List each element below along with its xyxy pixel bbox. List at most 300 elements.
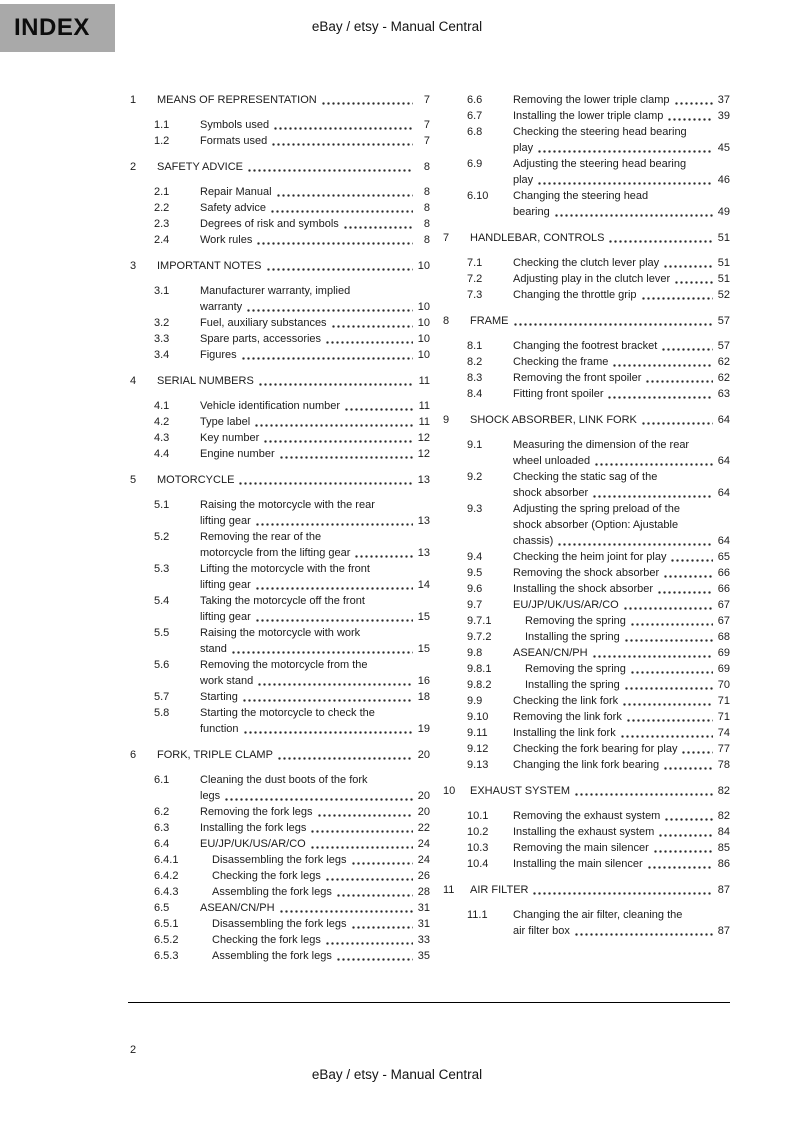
toc-entry-number: 2 — [130, 161, 137, 173]
toc-entry-number: 10.3 — [467, 842, 489, 854]
toc-entry-page: 51 — [717, 257, 730, 269]
toc-entry-number: 9.5 — [467, 567, 483, 579]
toc-entry-title-line: Manufacturer warranty, implied — [200, 285, 351, 297]
toc-entry-page: 67 — [717, 599, 730, 611]
toc-entry-title-line: IMPORTANT NOTES — [157, 260, 262, 272]
toc-entry-number: 9.10 — [467, 711, 489, 723]
toc-entry-page: 74 — [717, 727, 730, 739]
toc-entry-number: 10.1 — [467, 810, 489, 822]
toc-entry-number: 6.4 — [154, 838, 170, 850]
toc-entry — [130, 900, 430, 916]
toc-entry-number: 9.3 — [467, 503, 483, 515]
toc-entry-title-line: Symbols used — [200, 119, 270, 131]
toc-entry-title-line: Installing the spring — [525, 679, 620, 691]
toc-entry-page: 8 — [423, 161, 430, 173]
toc-entry-title-line: Fitting front spoiler — [513, 388, 604, 400]
toc-entry-page: 12 — [417, 432, 430, 444]
toc-entry-page: 31 — [417, 902, 430, 914]
toc-entry-page: 13 — [417, 547, 430, 559]
leader-dots — [661, 338, 713, 351]
toc-entry-title-line: lifting gear — [200, 515, 251, 527]
header-title: eBay / etsy - Manual Central — [311, 19, 483, 34]
leader-dots — [608, 230, 713, 243]
toc-entry-number: 9.2 — [467, 471, 483, 483]
toc-entry-title-line: Fuel, auxiliary substances — [200, 317, 327, 329]
leader-dots — [224, 788, 413, 801]
toc-entry-title-line: Adjusting the spring preload of the — [513, 503, 680, 515]
toc-entry-title-line: Checking the steering head bearing — [513, 126, 687, 138]
toc-entry-number: 6.5.1 — [154, 918, 179, 930]
toc-entry-page: 7 — [423, 94, 430, 106]
leader-dots — [325, 331, 413, 344]
toc-entry-number: 5.8 — [154, 707, 170, 719]
toc-entry-number: 6.1 — [154, 774, 170, 786]
toc-entry-page: 8 — [423, 218, 430, 230]
toc-entry-page: 20 — [417, 806, 430, 818]
toc-entry — [443, 882, 730, 898]
toc-entry-page: 65 — [717, 551, 730, 563]
toc-entry-page: 67 — [717, 615, 730, 627]
toc-entry-title-line: Removing the motorcycle from the — [200, 659, 368, 671]
leader-dots — [622, 693, 713, 706]
toc-entry-title-line: Checking the link fork — [513, 695, 619, 707]
toc-entry-page: 84 — [717, 826, 730, 838]
toc-entry-number: 9.7.2 — [467, 631, 492, 643]
toc-entry-page: 71 — [717, 695, 730, 707]
toc-entry-number: 3.4 — [154, 349, 170, 361]
toc-entry-title-line: FORK, TRIPLE CLAMP — [157, 749, 273, 761]
toc-entry-number: 6.4.2 — [154, 870, 179, 882]
toc-entry-number: 11.1 — [467, 909, 488, 921]
leader-dots — [351, 916, 413, 929]
leader-dots — [641, 287, 713, 300]
toc-entry-number: 2.3 — [154, 218, 170, 230]
toc-entry-title-line: Installing the main silencer — [513, 858, 643, 870]
toc-entry-number: 7.3 — [467, 289, 483, 301]
toc-entry — [443, 907, 730, 939]
toc-entry-title-line: bearing — [513, 206, 550, 218]
toc-entry-page: 66 — [717, 583, 730, 595]
toc-entry-title-line: Changing the steering head — [513, 190, 649, 202]
leader-dots — [279, 900, 413, 913]
leader-dots — [344, 398, 413, 411]
toc-entry-number: 2.2 — [154, 202, 170, 214]
toc-entry-page: 10 — [417, 301, 430, 313]
toc-entry-page: 68 — [717, 631, 730, 643]
toc-entry-number: 6.3 — [154, 822, 170, 834]
leader-dots — [647, 856, 713, 869]
toc-entry-title-line: Starting the motorcycle to check the — [200, 707, 375, 719]
toc-entry — [443, 354, 730, 370]
toc-entry — [130, 331, 430, 347]
toc-entry-page: 13 — [417, 474, 430, 486]
leader-dots — [667, 108, 713, 121]
leader-dots — [331, 315, 413, 328]
toc-entry — [443, 437, 730, 469]
toc-entry-number: 5.4 — [154, 595, 170, 607]
toc-entry — [443, 613, 730, 629]
toc-entry-title-line: Installing the link fork — [513, 727, 616, 739]
toc-entry-page: 20 — [417, 790, 430, 802]
toc-entry — [130, 117, 430, 133]
toc-entry-number: 5.3 — [154, 563, 170, 575]
leader-dots — [310, 820, 413, 833]
toc-entry-title-line: warranty — [200, 301, 243, 313]
toc-entry-number: 6.5.3 — [154, 950, 179, 962]
leader-dots — [257, 673, 413, 686]
toc-entry-number: 10.2 — [467, 826, 489, 838]
toc-entry-page: 14 — [417, 579, 430, 591]
toc-entry — [443, 693, 730, 709]
toc-entry-number: 10 — [443, 785, 456, 797]
toc-entry — [443, 287, 730, 303]
leader-dots — [256, 232, 413, 245]
toc-entry-page: 11 — [418, 416, 430, 428]
leader-dots — [620, 725, 713, 738]
toc-entry-title-line: Assembling the fork legs — [212, 950, 332, 962]
toc-entry-title-line: ASEAN/CN/PH — [200, 902, 275, 914]
toc-entry-title-line: Installing the exhaust system — [513, 826, 655, 838]
toc-entry — [130, 561, 430, 593]
toc-entry-title-line: Safety advice — [200, 202, 267, 214]
toc-entry-number: 9.12 — [467, 743, 489, 755]
toc-entry-number: 7.2 — [467, 273, 483, 285]
leader-dots — [351, 852, 413, 865]
leader-dots — [557, 533, 713, 546]
toc-entry — [443, 92, 730, 108]
leader-dots — [325, 868, 413, 881]
toc-entry — [130, 916, 430, 932]
toc-entry-page: 64 — [717, 535, 730, 547]
toc-entry-page: 87 — [717, 884, 730, 896]
toc-entry-title-line: Removing the spring — [525, 615, 626, 627]
leader-dots — [336, 948, 413, 961]
toc-entry-title-line: Formats used — [200, 135, 268, 147]
toc-entry-title-line: Checking the clutch lever play — [513, 257, 660, 269]
toc-entry — [443, 108, 730, 124]
toc-entry-number: 9.8.1 — [467, 663, 492, 675]
toc-entry-number: 7.1 — [467, 257, 483, 269]
leader-dots — [325, 932, 413, 945]
toc-entry — [443, 757, 730, 773]
toc-entry-title-line: SERIAL NUMBERS — [157, 375, 254, 387]
toc-entry-title-line: Removing the spring — [525, 663, 626, 675]
toc-entry-title-line: Checking the frame — [513, 356, 609, 368]
leader-dots — [279, 446, 413, 459]
toc-entry-number: 6.2 — [154, 806, 170, 818]
toc-entry — [130, 133, 430, 149]
toc-entry-page: 64 — [717, 414, 730, 426]
toc-entry-title-line: legs — [200, 790, 221, 802]
toc-entry-page: 15 — [417, 611, 430, 623]
leader-dots — [336, 884, 413, 897]
leader-dots — [537, 172, 713, 185]
toc-entry — [443, 808, 730, 824]
toc-entry-title-line: SHOCK ABSORBER, LINK FORK — [470, 414, 637, 426]
toc-entry-title-line: work stand — [200, 675, 254, 687]
toc-entry-page: 26 — [417, 870, 430, 882]
toc-entry-page: 71 — [717, 711, 730, 723]
toc-entry-title-line: EU/JP/UK/US/AR/CO — [513, 599, 619, 611]
toc-entry-page: 64 — [717, 455, 730, 467]
leader-dots — [657, 581, 713, 594]
toc-entry — [130, 747, 430, 763]
toc-entry — [130, 836, 430, 852]
leader-dots — [277, 747, 413, 760]
toc-entry-number: 3.1 — [154, 285, 170, 297]
toc-entry-number: 3 — [130, 260, 137, 272]
toc-entry-title-line: Checking the fork bearing for play — [513, 743, 678, 755]
toc-entry-title-line: Installing the spring — [525, 631, 620, 643]
toc-entry-page: 8 — [423, 202, 430, 214]
toc-entry — [443, 338, 730, 354]
toc-entry-title-line: Vehicle identification number — [200, 400, 341, 412]
toc-entry-page: 10 — [417, 333, 430, 345]
toc-column-right — [443, 92, 730, 964]
toc-entry-page: 10 — [417, 349, 430, 361]
toc-entry-title-line: Removing the link fork — [513, 711, 622, 723]
toc-entry-title-line: motorcycle from the lifting gear — [200, 547, 351, 559]
leader-dots — [663, 757, 713, 770]
leader-dots — [537, 140, 713, 153]
toc-entry-page: 22 — [417, 822, 430, 834]
toc-column-left — [130, 92, 430, 964]
toc-entry — [443, 661, 730, 677]
leader-dots — [670, 549, 713, 562]
toc-entry-title-line: MEANS OF REPRESENTATION — [157, 94, 317, 106]
toc-entry-number: 4 — [130, 375, 137, 387]
toc-entry-number: 8.1 — [467, 340, 483, 352]
leader-dots — [243, 721, 413, 734]
toc-entry — [130, 414, 430, 430]
toc-entry-page: 51 — [717, 273, 730, 285]
leader-dots — [266, 258, 413, 271]
toc-entry — [443, 501, 730, 549]
toc-entry — [130, 315, 430, 331]
toc-entry-number: 4.3 — [154, 432, 170, 444]
toc-entry-page: 15 — [417, 643, 430, 655]
toc-entry — [130, 657, 430, 689]
toc-entry-page: 16 — [417, 675, 430, 687]
toc-entry-page: 51 — [717, 232, 730, 244]
toc-entry-number: 6.6 — [467, 94, 483, 106]
toc-entry — [130, 625, 430, 657]
toc-entry-page: 8 — [423, 234, 430, 246]
toc-entry — [130, 804, 430, 820]
leader-dots — [574, 923, 713, 936]
leader-dots — [592, 645, 713, 658]
leader-dots — [626, 709, 713, 722]
toc-entry — [443, 597, 730, 613]
toc-entry-number: 8.2 — [467, 356, 483, 368]
toc-entry-title-line: EU/JP/UK/US/AR/CO — [200, 838, 306, 850]
toc-entry-title-line: Spare parts, accessories — [200, 333, 322, 345]
leader-dots — [246, 299, 413, 312]
toc-entry-number: 4.1 — [154, 400, 170, 412]
toc-entry-page: 10 — [417, 260, 430, 272]
toc-entry-number: 6.8 — [467, 126, 483, 138]
toc-entry-page: 69 — [717, 647, 730, 659]
toc-entry-number: 5 — [130, 474, 137, 486]
toc-entry-title-line: Disassembling the fork legs — [212, 854, 347, 866]
toc-entry-number: 6.4.1 — [154, 854, 179, 866]
toc-entry-page: 11 — [418, 375, 430, 387]
leader-dots — [663, 255, 713, 268]
toc-entry-title-line: MOTORCYCLE — [157, 474, 235, 486]
toc-entry-title-line: Disassembling the fork legs — [212, 918, 347, 930]
toc-entry-title-line: Adjusting play in the clutch lever — [513, 273, 671, 285]
toc-entry — [443, 629, 730, 645]
toc-entry — [443, 840, 730, 856]
toc-entry — [130, 472, 430, 488]
toc-entry-title-line: lifting gear — [200, 579, 251, 591]
toc-entry-title-line: Checking the fork legs — [212, 934, 321, 946]
toc-entry — [443, 188, 730, 220]
toc-entry-page: 69 — [717, 663, 730, 675]
toc-entry-number: 6.10 — [467, 190, 489, 202]
toc-entry-number: 6.5 — [154, 902, 170, 914]
toc-entry-page: 8 — [423, 186, 430, 198]
leader-dots — [273, 117, 413, 130]
toc-entry-number: 4.4 — [154, 448, 170, 460]
leader-dots — [623, 597, 713, 610]
toc-entry — [443, 230, 730, 246]
toc-entry — [130, 497, 430, 529]
toc-entry-number: 6.4.3 — [154, 886, 179, 898]
toc-entry-number: 5.5 — [154, 627, 170, 639]
toc-entry-title-line: Figures — [200, 349, 237, 361]
leader-dots — [674, 92, 713, 105]
toc-entry-title-line: Lifting the motorcycle with the front — [200, 563, 370, 575]
toc-entry-number: 8.4 — [467, 388, 483, 400]
toc-entry — [130, 347, 430, 363]
toc-entry-title-line: Type label — [200, 416, 251, 428]
toc-entry-title-line: Checking the static sag of the — [513, 471, 658, 483]
toc-entry-title-line: shock absorber — [513, 487, 589, 499]
leader-dots — [532, 882, 713, 895]
toc-entry — [443, 313, 730, 329]
toc-entry-page: 64 — [717, 487, 730, 499]
leader-dots — [276, 184, 413, 197]
leader-dots — [270, 200, 413, 213]
toc-entry-title-line: Installing the lower triple clamp — [513, 110, 664, 122]
toc-entry-page: 57 — [717, 315, 730, 327]
toc-entry-page: 85 — [717, 842, 730, 854]
toc-entry-title-line: ASEAN/CN/PH — [513, 647, 588, 659]
toc-entry-title-line: Removing the fork legs — [200, 806, 313, 818]
toc-entry — [443, 741, 730, 757]
toc-entry — [130, 200, 430, 216]
toc-entry-page: 35 — [417, 950, 430, 962]
toc-entry — [443, 412, 730, 428]
toc-entry-title-line: Cleaning the dust boots of the fork — [200, 774, 368, 786]
toc-entry-number: 9.11 — [467, 727, 488, 739]
leader-dots — [271, 133, 413, 146]
leader-dots — [255, 577, 413, 590]
toc-entry-page: 86 — [717, 858, 730, 870]
toc-entry-page: 37 — [717, 94, 730, 106]
toc-entry-page: 70 — [717, 679, 730, 691]
toc-entry-page: 7 — [423, 135, 430, 147]
toc-entry-page: 18 — [417, 691, 430, 703]
toc-entry-title-line: Raising the motorcycle with work — [200, 627, 361, 639]
toc-entry — [130, 868, 430, 884]
toc-entry-title-line: play — [513, 142, 534, 154]
toc-entry-number: 3.3 — [154, 333, 170, 345]
toc-entry-number: 9.4 — [467, 551, 483, 563]
toc-entry — [130, 159, 430, 175]
leader-dots — [247, 159, 413, 172]
toc-entry — [130, 92, 430, 108]
toc-entry — [130, 216, 430, 232]
toc-entry-title-line: Changing the air filter, cleaning the — [513, 909, 683, 921]
leader-dots — [630, 661, 713, 674]
toc-entry-number: 6 — [130, 749, 137, 761]
toc-entry-title-line: Removing the exhaust system — [513, 810, 661, 822]
toc-entry-page: 12 — [417, 448, 430, 460]
toc-entry-number: 9.6 — [467, 583, 483, 595]
toc-entry — [130, 932, 430, 948]
toc-entry-number: 8.3 — [467, 372, 483, 384]
leader-dots — [630, 613, 713, 626]
toc-entry-title-line: shock absorber (Option: Ajustable — [513, 519, 679, 531]
toc-entry-number: 7 — [443, 232, 450, 244]
leader-dots — [592, 485, 713, 498]
toc-entry-title-line: Removing the main silencer — [513, 842, 649, 854]
toc-entry-page: 13 — [417, 515, 430, 527]
toc-entry-page: 57 — [717, 340, 730, 352]
toc-entry — [443, 677, 730, 693]
leader-dots — [263, 430, 413, 443]
toc-entry-page: 77 — [717, 743, 730, 755]
toc-entry-title-line: SAFETY ADVICE — [157, 161, 243, 173]
toc-entry-page: 45 — [717, 142, 730, 154]
toc-entry — [443, 386, 730, 402]
toc-entry-title-line: FRAME — [470, 315, 509, 327]
toc-entry-page: 62 — [717, 356, 730, 368]
toc-entry-title-line: Checking the heim joint for play — [513, 551, 667, 563]
leader-dots — [681, 741, 713, 754]
toc-entry-number: 5.2 — [154, 531, 170, 543]
toc-entry-number: 2.1 — [154, 186, 170, 198]
toc-entry-title-line: EXHAUST SYSTEM — [470, 785, 571, 797]
toc-entry-title-line: Removing the rear of the — [200, 531, 322, 543]
toc-entry-number: 2.4 — [154, 234, 170, 246]
toc-entry — [443, 581, 730, 597]
toc-entry-number: 5.7 — [154, 691, 170, 703]
toc-entry-number: 11 — [443, 884, 455, 896]
toc-entry — [443, 824, 730, 840]
toc-entry — [130, 689, 430, 705]
toc-entry — [130, 529, 430, 561]
toc-entry-title-line: Assembling the fork legs — [212, 886, 332, 898]
toc-entry-title-line: wheel unloaded — [513, 455, 591, 467]
leader-dots — [653, 840, 713, 853]
footer-page-number: 2 — [130, 1044, 137, 1056]
toc-entry-page: 7 — [423, 119, 430, 131]
toc-entry-page: 62 — [717, 372, 730, 384]
toc-entry-page: 78 — [717, 759, 730, 771]
toc-entry-page: 20 — [417, 749, 430, 761]
toc-entry-title-line: Key number — [200, 432, 260, 444]
toc-entry-title-line: Checking the fork legs — [212, 870, 321, 882]
toc-entry-number: 9.8 — [467, 647, 483, 659]
toc-entry-title-line: stand — [200, 643, 227, 655]
leader-dots — [513, 313, 714, 326]
toc-entry-page: 82 — [717, 785, 730, 797]
toc-entry-title-line: Changing the footrest bracket — [513, 340, 658, 352]
toc-entry-number: 9.1 — [467, 439, 483, 451]
